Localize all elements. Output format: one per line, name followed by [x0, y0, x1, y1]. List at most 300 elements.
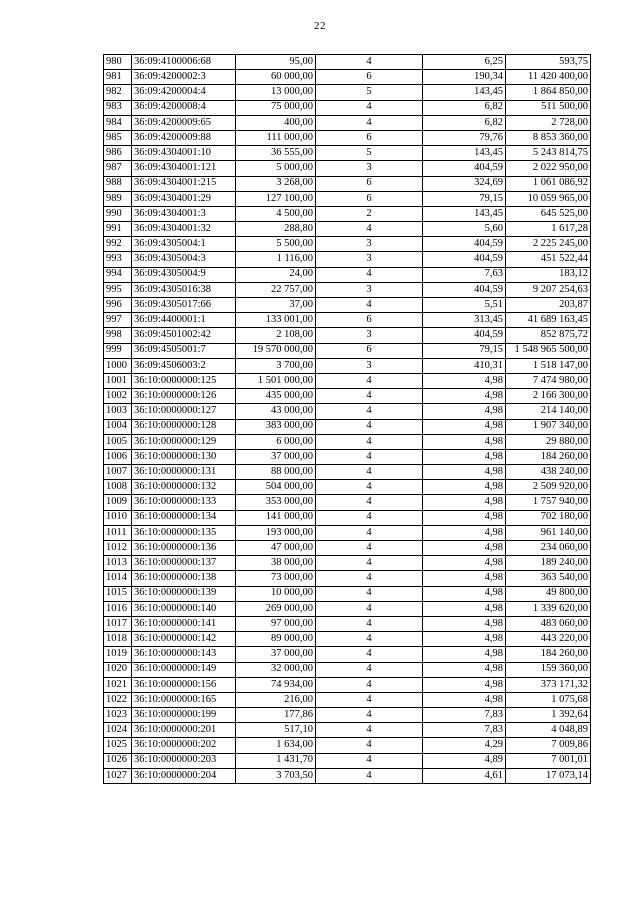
- row-number-cell: 1004: [104, 419, 132, 434]
- category-cell: 4: [316, 373, 423, 388]
- rate-cell: 410,31: [423, 358, 506, 373]
- row-number-cell: 982: [104, 85, 132, 100]
- row-number-cell: 995: [104, 282, 132, 297]
- cadastral-number-cell: 36:09:4304001:32: [132, 222, 236, 237]
- cadastral-number-cell: 36:09:4100006:68: [132, 55, 236, 70]
- cadastral-number-cell: 36:10:0000000:204: [132, 768, 236, 783]
- cadastral-number-cell: 36:10:0000000:142: [132, 632, 236, 647]
- value-cell: 17 073,14: [506, 768, 591, 783]
- category-cell: 4: [316, 465, 423, 480]
- area-cell: 504 000,00: [236, 480, 316, 495]
- rate-cell: 5,60: [423, 222, 506, 237]
- category-cell: 6: [316, 313, 423, 328]
- row-number-cell: 1025: [104, 738, 132, 753]
- area-cell: 5 000,00: [236, 161, 316, 176]
- table-row: [104, 282, 591, 297]
- category-cell: 4: [316, 632, 423, 647]
- category-cell: 4: [316, 419, 423, 434]
- area-cell: 37 000,00: [236, 647, 316, 662]
- area-cell: 10 000,00: [236, 586, 316, 601]
- table-row: [104, 404, 591, 419]
- value-cell: 1 339 620,00: [506, 601, 591, 616]
- row-number-cell: 1026: [104, 753, 132, 768]
- area-cell: 2 108,00: [236, 328, 316, 343]
- area-cell: 353 000,00: [236, 495, 316, 510]
- rate-cell: 404,59: [423, 237, 506, 252]
- value-cell: 645 525,00: [506, 206, 591, 221]
- row-number-cell: 1017: [104, 616, 132, 631]
- row-number-cell: 981: [104, 70, 132, 85]
- rate-cell: 4,98: [423, 586, 506, 601]
- cadastral-number-cell: 36:10:0000000:139: [132, 586, 236, 601]
- rate-cell: 4,98: [423, 449, 506, 464]
- category-cell: 6: [316, 176, 423, 191]
- table-row: [104, 616, 591, 631]
- cadastral-number-cell: 36:09:4305004:9: [132, 267, 236, 282]
- table-row: [104, 237, 591, 252]
- category-cell: 4: [316, 404, 423, 419]
- table-row: [104, 176, 591, 191]
- category-cell: 4: [316, 55, 423, 70]
- table-row: [104, 662, 591, 677]
- rate-cell: 143,45: [423, 146, 506, 161]
- area-cell: 1 431,70: [236, 753, 316, 768]
- category-cell: 4: [316, 115, 423, 130]
- value-cell: 7 001,01: [506, 753, 591, 768]
- table-row: [104, 70, 591, 85]
- rate-cell: 4,98: [423, 692, 506, 707]
- row-number-cell: 986: [104, 146, 132, 161]
- area-cell: 37,00: [236, 298, 316, 313]
- value-cell: 2 225 245,00: [506, 237, 591, 252]
- table-row: [104, 191, 591, 206]
- value-cell: 961 140,00: [506, 525, 591, 540]
- category-cell: 3: [316, 328, 423, 343]
- value-cell: 214 140,00: [506, 404, 591, 419]
- table-row: [104, 358, 591, 373]
- rate-cell: 324,69: [423, 176, 506, 191]
- rate-cell: 4,98: [423, 373, 506, 388]
- area-cell: 193 000,00: [236, 525, 316, 540]
- row-number-cell: 1018: [104, 632, 132, 647]
- category-cell: 4: [316, 495, 423, 510]
- value-cell: 2 022 950,00: [506, 161, 591, 176]
- category-cell: 4: [316, 525, 423, 540]
- table-row: [104, 449, 591, 464]
- category-cell: 4: [316, 586, 423, 601]
- rate-cell: 4,98: [423, 480, 506, 495]
- cadastral-number-cell: 36:09:4305017:66: [132, 298, 236, 313]
- rate-cell: 4,98: [423, 601, 506, 616]
- rate-cell: 404,59: [423, 282, 506, 297]
- area-cell: 133 001,00: [236, 313, 316, 328]
- category-cell: 3: [316, 161, 423, 176]
- area-cell: 1 116,00: [236, 252, 316, 267]
- area-cell: 288,80: [236, 222, 316, 237]
- category-cell: 4: [316, 267, 423, 282]
- row-number-cell: 1010: [104, 510, 132, 525]
- cadastral-number-cell: 36:09:4400001:1: [132, 313, 236, 328]
- table-row: [104, 267, 591, 282]
- area-cell: 3 703,50: [236, 768, 316, 783]
- area-cell: 97 000,00: [236, 616, 316, 631]
- value-cell: 183,12: [506, 267, 591, 282]
- cadastral-number-cell: 36:10:0000000:140: [132, 601, 236, 616]
- area-cell: 216,00: [236, 692, 316, 707]
- cadastral-number-cell: 36:10:0000000:126: [132, 389, 236, 404]
- area-cell: 1 634,00: [236, 738, 316, 753]
- cadastral-number-cell: 36:10:0000000:203: [132, 753, 236, 768]
- value-cell: 5 243 814,75: [506, 146, 591, 161]
- table-row: [104, 313, 591, 328]
- category-cell: 4: [316, 571, 423, 586]
- area-cell: 38 000,00: [236, 556, 316, 571]
- cadastral-number-cell: 36:10:0000000:137: [132, 556, 236, 571]
- cadastral-number-cell: 36:10:0000000:138: [132, 571, 236, 586]
- row-number-cell: 1005: [104, 434, 132, 449]
- row-number-cell: 1020: [104, 662, 132, 677]
- area-cell: 383 000,00: [236, 419, 316, 434]
- category-cell: 4: [316, 677, 423, 692]
- area-cell: 88 000,00: [236, 465, 316, 480]
- category-cell: 3: [316, 237, 423, 252]
- category-cell: 4: [316, 434, 423, 449]
- table-row: [104, 161, 591, 176]
- value-cell: 443 220,00: [506, 632, 591, 647]
- row-number-cell: 1009: [104, 495, 132, 510]
- table-row: [104, 373, 591, 388]
- cadastral-number-cell: 36:10:0000000:125: [132, 373, 236, 388]
- category-cell: 3: [316, 252, 423, 267]
- area-cell: 22 757,00: [236, 282, 316, 297]
- area-cell: 47 000,00: [236, 541, 316, 556]
- row-number-cell: 990: [104, 206, 132, 221]
- row-number-cell: 1007: [104, 465, 132, 480]
- area-cell: 13 000,00: [236, 85, 316, 100]
- row-number-cell: 1023: [104, 708, 132, 723]
- row-number-cell: 1006: [104, 449, 132, 464]
- value-cell: 2 166 300,00: [506, 389, 591, 404]
- rate-cell: 4,98: [423, 404, 506, 419]
- table-row: [104, 632, 591, 647]
- category-cell: 4: [316, 753, 423, 768]
- rate-cell: 4,29: [423, 738, 506, 753]
- category-cell: 4: [316, 723, 423, 738]
- row-number-cell: 984: [104, 115, 132, 130]
- rate-cell: 4,98: [423, 525, 506, 540]
- row-number-cell: 980: [104, 55, 132, 70]
- table-row: [104, 495, 591, 510]
- cadastral-number-cell: 36:10:0000000:149: [132, 662, 236, 677]
- row-number-cell: 1011: [104, 525, 132, 540]
- table-row: [104, 708, 591, 723]
- value-cell: 9 207 254,63: [506, 282, 591, 297]
- table-row: [104, 328, 591, 343]
- category-cell: 4: [316, 480, 423, 495]
- value-cell: 234 060,00: [506, 541, 591, 556]
- row-number-cell: 1021: [104, 677, 132, 692]
- area-cell: 74 934,00: [236, 677, 316, 692]
- cadastral-number-cell: 36:10:0000000:156: [132, 677, 236, 692]
- cadastral-number-cell: 36:10:0000000:128: [132, 419, 236, 434]
- area-cell: 60 000,00: [236, 70, 316, 85]
- area-cell: 517,10: [236, 723, 316, 738]
- category-cell: 5: [316, 146, 423, 161]
- category-cell: 4: [316, 100, 423, 115]
- rate-cell: 4,98: [423, 389, 506, 404]
- area-cell: 43 000,00: [236, 404, 316, 419]
- value-cell: 1 864 850,00: [506, 85, 591, 100]
- table-row: [104, 206, 591, 221]
- row-number-cell: 997: [104, 313, 132, 328]
- table-row: [104, 753, 591, 768]
- value-cell: 483 060,00: [506, 616, 591, 631]
- cadastral-number-cell: 36:10:0000000:132: [132, 480, 236, 495]
- row-number-cell: 1002: [104, 389, 132, 404]
- area-cell: 73 000,00: [236, 571, 316, 586]
- table-row: [104, 601, 591, 616]
- cadastral-number-cell: 36:10:0000000:165: [132, 692, 236, 707]
- value-cell: 1 757 940,00: [506, 495, 591, 510]
- value-cell: 159 360,00: [506, 662, 591, 677]
- row-number-cell: 993: [104, 252, 132, 267]
- rate-cell: 404,59: [423, 328, 506, 343]
- value-cell: 852 875,72: [506, 328, 591, 343]
- category-cell: 4: [316, 541, 423, 556]
- category-cell: 2: [316, 206, 423, 221]
- row-number-cell: 991: [104, 222, 132, 237]
- rate-cell: 5,51: [423, 298, 506, 313]
- category-cell: 4: [316, 222, 423, 237]
- area-cell: 89 000,00: [236, 632, 316, 647]
- row-number-cell: 999: [104, 343, 132, 358]
- category-cell: 4: [316, 601, 423, 616]
- table-row: [104, 100, 591, 115]
- table-row: [104, 692, 591, 707]
- cadastral-number-cell: 36:10:0000000:201: [132, 723, 236, 738]
- table-row: [104, 252, 591, 267]
- cadastral-number-cell: 36:10:0000000:131: [132, 465, 236, 480]
- area-cell: 6 000,00: [236, 434, 316, 449]
- category-cell: 6: [316, 130, 423, 145]
- cadastral-number-cell: 36:10:0000000:130: [132, 449, 236, 464]
- area-cell: 177,86: [236, 708, 316, 723]
- category-cell: 6: [316, 191, 423, 206]
- category-cell: 4: [316, 616, 423, 631]
- row-number-cell: 1015: [104, 586, 132, 601]
- row-number-cell: 1012: [104, 541, 132, 556]
- category-cell: 4: [316, 556, 423, 571]
- rate-cell: 404,59: [423, 252, 506, 267]
- cadastral-number-cell: 36:09:4304001:10: [132, 146, 236, 161]
- area-cell: 111 000,00: [236, 130, 316, 145]
- rate-cell: 79,76: [423, 130, 506, 145]
- rate-cell: 4,98: [423, 571, 506, 586]
- row-number-cell: 1016: [104, 601, 132, 616]
- page-number: 22: [314, 20, 326, 32]
- rate-cell: 4,98: [423, 647, 506, 662]
- rate-cell: 4,98: [423, 677, 506, 692]
- cadastral-number-cell: 36:09:4200009:88: [132, 130, 236, 145]
- table-row: [104, 677, 591, 692]
- rate-cell: 4,98: [423, 434, 506, 449]
- rate-cell: 4,98: [423, 662, 506, 677]
- value-cell: 2 728,00: [506, 115, 591, 130]
- category-cell: 3: [316, 282, 423, 297]
- row-number-cell: 988: [104, 176, 132, 191]
- cadastral-number-cell: 36:10:0000000:127: [132, 404, 236, 419]
- cadastral-number-cell: 36:09:4501002:42: [132, 328, 236, 343]
- table-row: [104, 389, 591, 404]
- category-cell: 4: [316, 647, 423, 662]
- category-cell: 4: [316, 708, 423, 723]
- category-cell: 4: [316, 768, 423, 783]
- value-cell: 702 180,00: [506, 510, 591, 525]
- rate-cell: 79,15: [423, 191, 506, 206]
- row-number-cell: 1014: [104, 571, 132, 586]
- value-cell: 593,75: [506, 55, 591, 70]
- value-cell: 511 500,00: [506, 100, 591, 115]
- area-cell: 1 501 000,00: [236, 373, 316, 388]
- cadastral-number-cell: 36:09:4200008:4: [132, 100, 236, 115]
- cadastral-number-cell: 36:10:0000000:133: [132, 495, 236, 510]
- rate-cell: 190,34: [423, 70, 506, 85]
- rate-cell: 313,45: [423, 313, 506, 328]
- rate-cell: 6,25: [423, 55, 506, 70]
- table-row: [104, 115, 591, 130]
- rate-cell: 4,98: [423, 510, 506, 525]
- cadastral-number-cell: 36:10:0000000:135: [132, 525, 236, 540]
- category-cell: 4: [316, 449, 423, 464]
- value-cell: 8 853 360,00: [506, 130, 591, 145]
- table-row: [104, 723, 591, 738]
- table-row: [104, 298, 591, 313]
- table-row: [104, 768, 591, 783]
- value-cell: 1 061 086,92: [506, 176, 591, 191]
- area-cell: 95,00: [236, 55, 316, 70]
- area-cell: 269 000,00: [236, 601, 316, 616]
- area-cell: 127 100,00: [236, 191, 316, 206]
- row-number-cell: 985: [104, 130, 132, 145]
- rate-cell: 4,61: [423, 768, 506, 783]
- parcel-table: [103, 54, 591, 784]
- rate-cell: 143,45: [423, 85, 506, 100]
- table-row: [104, 55, 591, 70]
- category-cell: 4: [316, 298, 423, 313]
- rate-cell: 4,98: [423, 541, 506, 556]
- table-row: [104, 480, 591, 495]
- value-cell: 2 509 920,00: [506, 480, 591, 495]
- cadastral-number-cell: 36:09:4506003:2: [132, 358, 236, 373]
- cadastral-number-cell: 36:09:4305016:38: [132, 282, 236, 297]
- value-cell: 29 880,00: [506, 434, 591, 449]
- table-row: [104, 556, 591, 571]
- cadastral-number-cell: 36:09:4305004:1: [132, 237, 236, 252]
- cadastral-number-cell: 36:09:4200009:65: [132, 115, 236, 130]
- value-cell: 1 075,68: [506, 692, 591, 707]
- area-cell: 75 000,00: [236, 100, 316, 115]
- rate-cell: 7,83: [423, 723, 506, 738]
- category-cell: 4: [316, 738, 423, 753]
- row-number-cell: 998: [104, 328, 132, 343]
- row-number-cell: 1013: [104, 556, 132, 571]
- value-cell: 438 240,00: [506, 465, 591, 480]
- category-cell: 6: [316, 343, 423, 358]
- area-cell: 3 700,00: [236, 358, 316, 373]
- rate-cell: 4,98: [423, 632, 506, 647]
- rate-cell: 404,59: [423, 161, 506, 176]
- table-row: [104, 541, 591, 556]
- area-cell: 32 000,00: [236, 662, 316, 677]
- value-cell: 7 474 980,00: [506, 373, 591, 388]
- area-cell: 3 268,00: [236, 176, 316, 191]
- row-number-cell: 1003: [104, 404, 132, 419]
- value-cell: 1 907 340,00: [506, 419, 591, 434]
- value-cell: 363 540,00: [506, 571, 591, 586]
- row-number-cell: 1027: [104, 768, 132, 783]
- area-cell: 36 555,00: [236, 146, 316, 161]
- row-number-cell: 1024: [104, 723, 132, 738]
- cadastral-number-cell: 36:10:0000000:134: [132, 510, 236, 525]
- area-cell: 24,00: [236, 267, 316, 282]
- category-cell: 4: [316, 389, 423, 404]
- cadastral-number-cell: 36:09:4505001:7: [132, 343, 236, 358]
- table-row: [104, 434, 591, 449]
- table-row: [104, 222, 591, 237]
- table-row: [104, 647, 591, 662]
- value-cell: 184 260,00: [506, 647, 591, 662]
- area-cell: 400,00: [236, 115, 316, 130]
- row-number-cell: 1008: [104, 480, 132, 495]
- rate-cell: 4,98: [423, 495, 506, 510]
- cadastral-number-cell: 36:09:4304001:121: [132, 161, 236, 176]
- table-row: [104, 465, 591, 480]
- parcel-table-body: [104, 55, 591, 784]
- rate-cell: 79,15: [423, 343, 506, 358]
- table-row: [104, 571, 591, 586]
- row-number-cell: 1022: [104, 692, 132, 707]
- cadastral-number-cell: 36:10:0000000:129: [132, 434, 236, 449]
- rate-cell: 6,82: [423, 100, 506, 115]
- value-cell: 189 240,00: [506, 556, 591, 571]
- row-number-cell: 987: [104, 161, 132, 176]
- value-cell: 49 800,00: [506, 586, 591, 601]
- row-number-cell: 992: [104, 237, 132, 252]
- rate-cell: 6,82: [423, 115, 506, 130]
- row-number-cell: 983: [104, 100, 132, 115]
- row-number-cell: 1000: [104, 358, 132, 373]
- value-cell: 1 518 147,00: [506, 358, 591, 373]
- table-row: [104, 738, 591, 753]
- area-cell: 19 570 000,00: [236, 343, 316, 358]
- category-cell: 4: [316, 692, 423, 707]
- row-number-cell: 994: [104, 267, 132, 282]
- table-row: [104, 85, 591, 100]
- row-number-cell: 1001: [104, 373, 132, 388]
- value-cell: 203,87: [506, 298, 591, 313]
- category-cell: 3: [316, 358, 423, 373]
- table-row: [104, 510, 591, 525]
- area-cell: 4 500,00: [236, 206, 316, 221]
- rate-cell: 7,83: [423, 708, 506, 723]
- cadastral-number-cell: 36:09:4200002:3: [132, 70, 236, 85]
- value-cell: 10 059 965,00: [506, 191, 591, 206]
- rate-cell: 7,63: [423, 267, 506, 282]
- cadastral-number-cell: 36:10:0000000:136: [132, 541, 236, 556]
- table-row: [104, 130, 591, 145]
- value-cell: 373 171,32: [506, 677, 591, 692]
- category-cell: 4: [316, 662, 423, 677]
